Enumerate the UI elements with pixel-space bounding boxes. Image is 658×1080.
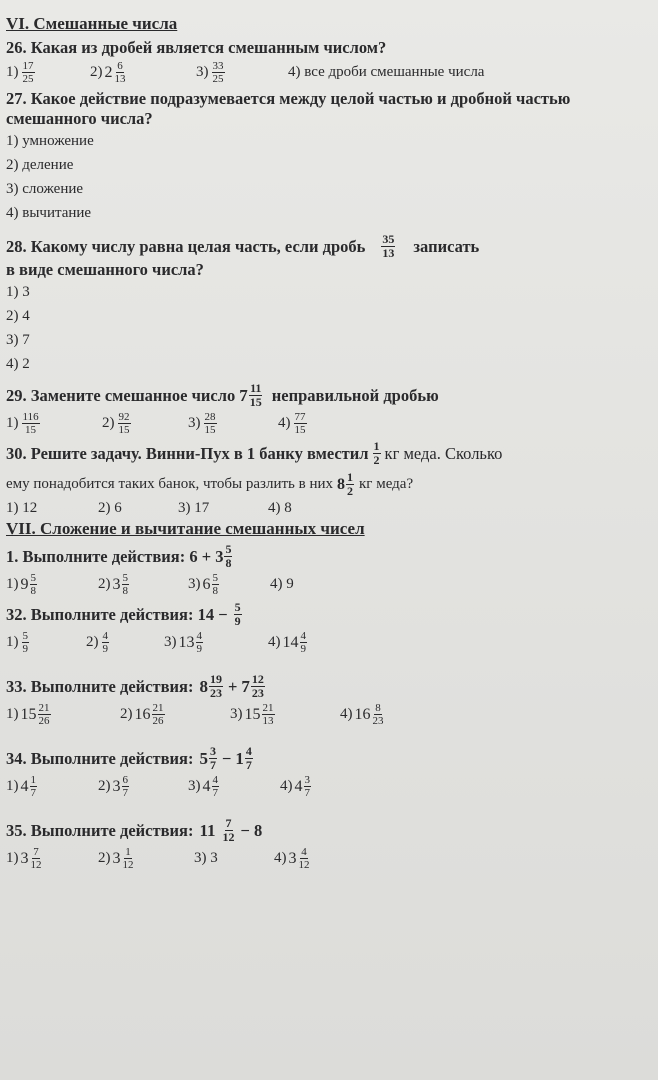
fraction: $\frac{1}{2}$ xyxy=(347,470,354,498)
q1-option-1: 1) 9 $\frac{5}{8}$ xyxy=(6,572,36,597)
fraction: $\frac{4}{7}$ xyxy=(212,774,218,799)
fraction: $\frac{7}{12}$ xyxy=(30,846,42,871)
fraction: $\frac{7}{12}$ xyxy=(222,816,235,844)
q30-option-4: 4) 8 xyxy=(268,500,292,516)
q26-option-2: 2) 2 $\frac{6}{13}$ xyxy=(90,60,126,85)
fraction: $\frac{92}{15}$ xyxy=(118,411,130,436)
fraction: $\frac{5}{9}$ xyxy=(22,630,28,655)
q29-option-2: 2) $\frac{92}{15}$ xyxy=(102,411,130,436)
q33-options xyxy=(6,702,648,727)
fraction: $\frac{5}{9}$ xyxy=(234,600,241,628)
q32-option-4: 4) 14 $\frac{4}{9}$ xyxy=(268,630,306,655)
fraction: $\frac{28}{15}$ xyxy=(204,411,216,436)
q35-options xyxy=(6,846,648,871)
spacer xyxy=(6,655,648,669)
question-30-line2: ему понадобится таких банок, чтобы разлить в них 8 $\frac{1}{2}$ кг меда? xyxy=(6,470,414,498)
fraction: $\frac{4}{12}$ xyxy=(298,846,310,871)
question-1: 1. Выполните действия: 6 + 3 $\frac{5}{8}$ xyxy=(6,542,232,570)
fraction: $\frac{19}{23}$ xyxy=(209,672,222,700)
question-28: 28. Какому числу равна целая часть, если дробь $\frac{35}{13}$ записать xyxy=(6,232,480,260)
q34-option-2: 2) 3 $\frac{6}{7}$ xyxy=(98,774,128,799)
question-30: 30. Решите задачу. Винни-Пух в 1 банку вместил $\frac{1}{2}$ кг меда. Сколько xyxy=(6,439,503,467)
fraction: $\frac{5}{8}$ xyxy=(225,542,232,570)
fraction: $\frac{5}{8}$ xyxy=(212,572,218,597)
fraction: $\frac{11}{15}$ xyxy=(249,381,262,409)
q1-option-4: 4) 9 xyxy=(270,576,294,592)
question-35: 35. Выполните действия: 11 $\frac{7}{12}$ − 8 xyxy=(6,816,263,844)
q27-option-4: 4) вычитание xyxy=(6,205,92,221)
q30-option-2: 2) 6 xyxy=(98,500,122,516)
question-33: 33. Выполните действия: 8 $\frac{19}{23}$ + 7 $\frac{12}{23}$ xyxy=(6,672,264,700)
fraction: $\frac{35}{13}$ xyxy=(382,232,395,260)
q29-option-1: 1) $\frac{116}{15}$ xyxy=(6,411,39,436)
q34-option-4: 4) 4 $\frac{3}{7}$ xyxy=(280,774,310,799)
q32-option-2: 2) $\frac{4}{9}$ xyxy=(86,630,108,655)
q35-option-2: 2) 3 $\frac{1}{12}$ xyxy=(98,846,134,871)
fraction: $\frac{3}{7}$ xyxy=(304,774,310,799)
fraction: $\frac{1}{7}$ xyxy=(30,774,36,799)
q26-options xyxy=(6,60,648,85)
q1-option-3: 3) 6 $\frac{5}{8}$ xyxy=(188,572,218,597)
fraction: $\frac{4}{9}$ xyxy=(196,630,202,655)
question-32: 32. Выполните действия: 14 − $\frac{5}{9}$ xyxy=(6,600,241,628)
q26-option-3: 3) $\frac{33}{25}$ xyxy=(196,60,224,85)
q30-option-1: 1) 12 xyxy=(6,500,38,516)
q26-option-1: 1) $\frac{17}{25}$ xyxy=(6,60,34,85)
fraction: $\frac{77}{15}$ xyxy=(294,411,306,436)
q29-options xyxy=(6,411,648,436)
q30-options xyxy=(6,500,648,517)
q34-option-3: 3) 4 $\frac{4}{7}$ xyxy=(188,774,218,799)
spacer xyxy=(6,799,648,813)
q32-options xyxy=(6,630,648,655)
q28-option-1: 1) 3 xyxy=(6,284,30,300)
q1-options xyxy=(6,572,648,597)
q27-option-3: 3) сложение xyxy=(6,181,84,197)
q34-options xyxy=(6,774,648,799)
q33-option-3: 3) 15 $\frac{21}{13}$ xyxy=(230,702,274,727)
spacer xyxy=(6,727,648,741)
q1-option-2: 2) 3 $\frac{5}{8}$ xyxy=(98,572,128,597)
q33-option-4: 4) 16 $\frac{8}{23}$ xyxy=(340,702,384,727)
q33-option-1: 1) 15 $\frac{21}{26}$ xyxy=(6,702,50,727)
q34-option-1: 1) 4 $\frac{1}{7}$ xyxy=(6,774,36,799)
q28-option-3: 3) 7 xyxy=(6,332,30,348)
fraction: $\frac{6}{13}$ xyxy=(114,60,126,85)
q29-option-3: 3) $\frac{28}{15}$ xyxy=(188,411,216,436)
fraction: $\frac{12}{23}$ xyxy=(251,672,264,700)
fraction: $\frac{116}{15}$ xyxy=(22,411,39,436)
fraction: $\frac{21}{26}$ xyxy=(152,702,164,727)
q27-option-2: 2) деление xyxy=(6,157,74,173)
q35-option-4: 4) 3 $\frac{4}{12}$ xyxy=(274,846,310,871)
q26-option-4: 4) все дроби смешанные числа xyxy=(288,64,485,80)
fraction: $\frac{4}{9}$ xyxy=(300,630,306,655)
fraction: $\frac{5}{8}$ xyxy=(122,572,128,597)
section-7-heading: VII. Сложение и вычитание смешанных чисел xyxy=(6,519,365,538)
question-29: 29. Замените смешанное число 7 $\frac{11}{15}$ неправильной дробью xyxy=(6,381,439,409)
q29-option-4: 4) $\frac{77}{15}$ xyxy=(278,411,306,436)
fraction: $\frac{3}{7}$ xyxy=(209,744,216,772)
section-6-heading: VI. Смешанные числа xyxy=(6,14,178,33)
q35-option-3: 3) 3 xyxy=(194,850,218,866)
fraction: $\frac{17}{25}$ xyxy=(22,60,34,85)
q28-option-2: 2) 4 xyxy=(6,308,30,324)
question-34: 34. Выполните действия: 5 $\frac{3}{7}$ − 1 $\frac{4}{7}$ xyxy=(6,744,252,772)
fraction: $\frac{1}{12}$ xyxy=(122,846,134,871)
fraction: $\frac{21}{26}$ xyxy=(38,702,50,727)
fraction: $\frac{1}{2}$ xyxy=(373,439,380,467)
fraction: $\frac{4}{7}$ xyxy=(245,744,252,772)
q32-option-1: 1) $\frac{5}{9}$ xyxy=(6,630,28,655)
q28-option-4: 4) 2 xyxy=(6,356,30,372)
fraction: $\frac{4}{9}$ xyxy=(102,630,108,655)
q33-option-2: 2) 16 $\frac{21}{26}$ xyxy=(120,702,164,727)
fraction: $\frac{5}{8}$ xyxy=(30,572,36,597)
fraction: $\frac{6}{7}$ xyxy=(122,774,128,799)
question-27: 27. Какое действие подразумевается между целой частью и дробной частью смешанного числа? xyxy=(6,89,571,128)
q32-option-3: 3) 13 $\frac{4}{9}$ xyxy=(164,630,202,655)
fraction: $\frac{8}{23}$ xyxy=(372,702,384,727)
q30-option-3: 3) 17 xyxy=(178,500,210,516)
fraction: $\frac{33}{25}$ xyxy=(212,60,224,85)
question-28-line2: в виде смешанного числа? xyxy=(6,260,204,279)
question-26: 26. Какая из дробей является смешанным числом? xyxy=(6,38,387,57)
q35-option-1: 1) 3 $\frac{7}{12}$ xyxy=(6,846,42,871)
fraction: $\frac{21}{13}$ xyxy=(262,702,274,727)
q27-option-1: 1) умножение xyxy=(6,133,94,149)
